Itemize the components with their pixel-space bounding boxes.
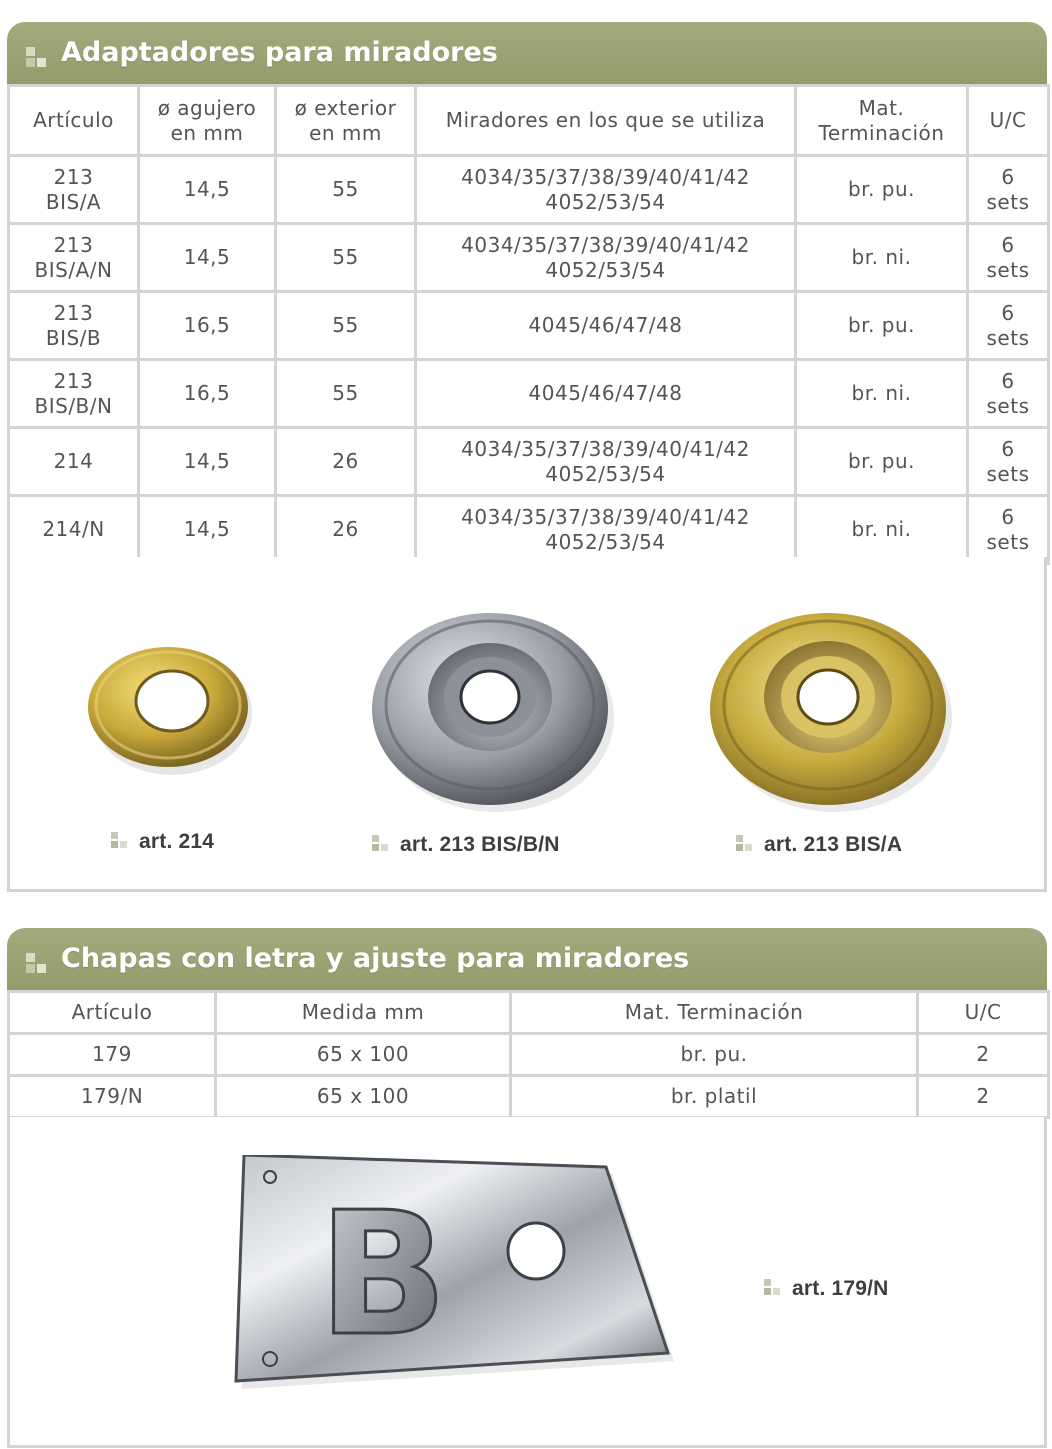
table-row bbox=[9, 496, 1049, 564]
col-uc: U/C bbox=[918, 992, 1049, 1034]
bullet-icon bbox=[736, 835, 754, 853]
cell-articulo: 214 bbox=[9, 428, 139, 496]
ring-213-bis-a-image bbox=[704, 605, 954, 815]
section-adaptadores bbox=[7, 22, 1047, 892]
plate-letter: B bbox=[318, 1176, 448, 1374]
table-row bbox=[9, 360, 1049, 428]
cell-exterior: 55 bbox=[276, 156, 416, 224]
cell-exterior: 55 bbox=[276, 224, 416, 292]
col-medida: Medida mm bbox=[216, 992, 511, 1034]
table-row bbox=[9, 1076, 1049, 1118]
cell-uc: 6 sets bbox=[968, 156, 1049, 224]
cell-agujero: 14,5 bbox=[139, 496, 276, 564]
cell-mat: br. pu. bbox=[511, 1034, 918, 1076]
bullet-icon bbox=[26, 47, 48, 69]
caption-art-179-n: art. 179/N bbox=[792, 1277, 889, 1301]
bullet-icon bbox=[764, 1279, 782, 1297]
cell-agujero: 14,5 bbox=[139, 156, 276, 224]
table-row bbox=[9, 292, 1049, 360]
cell-agujero: 16,5 bbox=[139, 292, 276, 360]
col-uc: U/C bbox=[968, 86, 1049, 156]
cell-articulo: 179/N bbox=[9, 1076, 216, 1118]
section-chapas bbox=[7, 928, 1047, 1448]
product-image-panel bbox=[7, 1117, 1047, 1448]
cell-mat: br. ni. bbox=[796, 224, 968, 292]
cell-mat: br. platil bbox=[511, 1076, 918, 1118]
table-row bbox=[9, 1034, 1049, 1076]
cell-uc: 6 sets bbox=[968, 224, 1049, 292]
ring-213-bis-b-n-image bbox=[366, 605, 616, 815]
cell-mat: br. pu. bbox=[796, 156, 968, 224]
bullet-icon bbox=[372, 835, 390, 853]
col-articulo: Artículo bbox=[9, 992, 216, 1034]
cell-uc: 2 bbox=[918, 1076, 1049, 1118]
section-header bbox=[7, 928, 1047, 990]
cell-articulo: 213 BIS/A/N bbox=[9, 224, 139, 292]
caption-art-213-bis-a: art. 213 BIS/A bbox=[764, 833, 902, 857]
col-mat: Mat. Terminación bbox=[796, 86, 968, 156]
cell-uc: 6 sets bbox=[968, 360, 1049, 428]
cell-uc: 6 sets bbox=[968, 496, 1049, 564]
cell-miradores: 4034/35/37/38/39/40/41/42 4052/53/54 bbox=[416, 224, 796, 292]
cell-articulo: 213 BIS/A bbox=[9, 156, 139, 224]
cell-articulo: 213 BIS/B bbox=[9, 292, 139, 360]
cell-miradores: 4034/35/37/38/39/40/41/42 4052/53/54 bbox=[416, 496, 796, 564]
cell-exterior: 55 bbox=[276, 360, 416, 428]
cell-articulo: 179 bbox=[9, 1034, 216, 1076]
cell-uc: 6 sets bbox=[968, 292, 1049, 360]
cell-articulo: 214/N bbox=[9, 496, 139, 564]
col-miradores: Miradores en los que se utiliza bbox=[416, 86, 796, 156]
table-row bbox=[9, 156, 1049, 224]
cell-exterior: 26 bbox=[276, 496, 416, 564]
cell-medida: 65 x 100 bbox=[216, 1034, 511, 1076]
cell-miradores: 4034/35/37/38/39/40/41/42 4052/53/54 bbox=[416, 428, 796, 496]
adaptadores-table bbox=[7, 84, 1050, 565]
cell-miradores: 4045/46/47/48 bbox=[416, 360, 796, 428]
col-agujero: ø agujero en mm bbox=[139, 86, 276, 156]
product-images-panel bbox=[7, 557, 1047, 892]
cell-agujero: 14,5 bbox=[139, 224, 276, 292]
table-header-row bbox=[9, 86, 1049, 156]
cell-articulo: 213 BIS/B/N bbox=[9, 360, 139, 428]
cell-mat: br. ni. bbox=[796, 496, 968, 564]
col-articulo: Artículo bbox=[9, 86, 139, 156]
cell-agujero: 14,5 bbox=[139, 428, 276, 496]
col-exterior: ø exterior en mm bbox=[276, 86, 416, 156]
cell-miradores: 4034/35/37/38/39/40/41/42 4052/53/54 bbox=[416, 156, 796, 224]
cell-agujero: 16,5 bbox=[139, 360, 276, 428]
table-row bbox=[9, 428, 1049, 496]
cell-mat: br. pu. bbox=[796, 292, 968, 360]
cell-miradores: 4045/46/47/48 bbox=[416, 292, 796, 360]
bullet-icon bbox=[26, 953, 48, 975]
cell-uc: 2 bbox=[918, 1034, 1049, 1076]
table-header-row bbox=[9, 992, 1049, 1034]
section-title: Chapas con letra y ajuste para miradores bbox=[61, 943, 690, 974]
cell-medida: 65 x 100 bbox=[216, 1076, 511, 1118]
cell-exterior: 26 bbox=[276, 428, 416, 496]
cell-exterior: 55 bbox=[276, 292, 416, 360]
plate-179-n-image bbox=[224, 1155, 684, 1395]
caption-art-213-bis-b-n: art. 213 BIS/B/N bbox=[400, 833, 560, 857]
cell-mat: br. pu. bbox=[796, 428, 968, 496]
table-row bbox=[9, 224, 1049, 292]
ring-214-image bbox=[84, 641, 254, 781]
chapas-table bbox=[7, 990, 1050, 1119]
section-header bbox=[7, 22, 1047, 84]
cell-uc: 6 sets bbox=[968, 428, 1049, 496]
section-title: Adaptadores para miradores bbox=[61, 37, 498, 68]
bullet-icon bbox=[111, 832, 129, 850]
caption-art-214: art. 214 bbox=[139, 830, 214, 854]
col-mat: Mat. Terminación bbox=[511, 992, 918, 1034]
cell-mat: br. ni. bbox=[796, 360, 968, 428]
